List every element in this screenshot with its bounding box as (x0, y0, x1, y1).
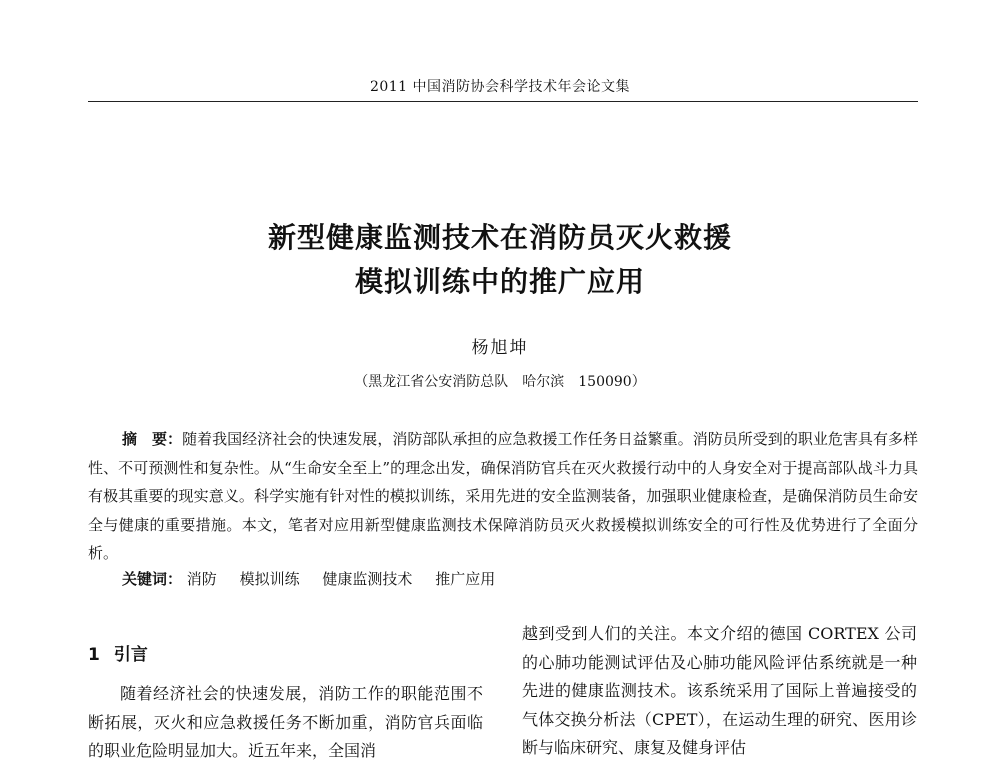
author-name: 杨旭坤 (471, 338, 529, 358)
paper-title (0, 216, 1000, 304)
abstract-text: 随着我国经济社会的快速发展，消防部队承担的应急救援工作任务日益繁重。消防员所受到的职业危害具有多样性、不可预测性和复杂性。从“生命安全至上”的理念出发，确保消防官兵在灭火救援行动中的人身安全对于提高部队战斗力具有极其重要的现实意义。科学实施有针对性的模拟训练，采用先进的安全监测装备，加强职业健康检查，是确保消防员生命安全与健康的重要措施。本文，笔者对应用新型健康监测技术保障消防员灭火救援模拟训练安全的可行性及优势进行了全面分析。 (88, 430, 918, 563)
keyword: 模拟训练 (239, 570, 300, 588)
abstract-label: 摘 要： (122, 430, 183, 448)
header-rule (88, 101, 918, 102)
keyword: 健康监测技术 (322, 570, 413, 588)
right-column-text: 越到受到人们的关注。本文介绍的德国 CORTEX 公司的心肺功能测试评估及心肺功能风险评估系统就是一种先进的健康监测技术。该系统采用了国际上普遍接受的气体交换分析法（CPET），在运动生理的研究、医用诊断与临床研究、康复及健身评估 (522, 624, 917, 757)
keyword: 消防 (186, 570, 217, 588)
abstract (88, 425, 918, 568)
running-header: 2011 中国消防协会科学技术年会论文集 (369, 79, 631, 95)
title-line-1: 新型健康监测技术在消防员灭火救援 (267, 221, 732, 254)
keywords-label: 关键词： (122, 570, 183, 588)
keyword: 推广应用 (435, 570, 496, 588)
keywords (122, 567, 912, 591)
section-number: 1 (88, 645, 100, 665)
section-heading (88, 640, 148, 665)
left-column-text: 随着经济社会的快速发展，消防工作的职能范围不断拓展，灭火和应急救援任务不断加重，消防官兵面临的职业危险明显加大。近五年来，全国消 (88, 684, 483, 760)
section-title: 引言 (113, 645, 148, 665)
author-affiliation: （黑龙江省公安消防总队 哈尔滨 150090） (354, 374, 646, 390)
title-line-2: 模拟训练中的推广应用 (354, 265, 645, 298)
